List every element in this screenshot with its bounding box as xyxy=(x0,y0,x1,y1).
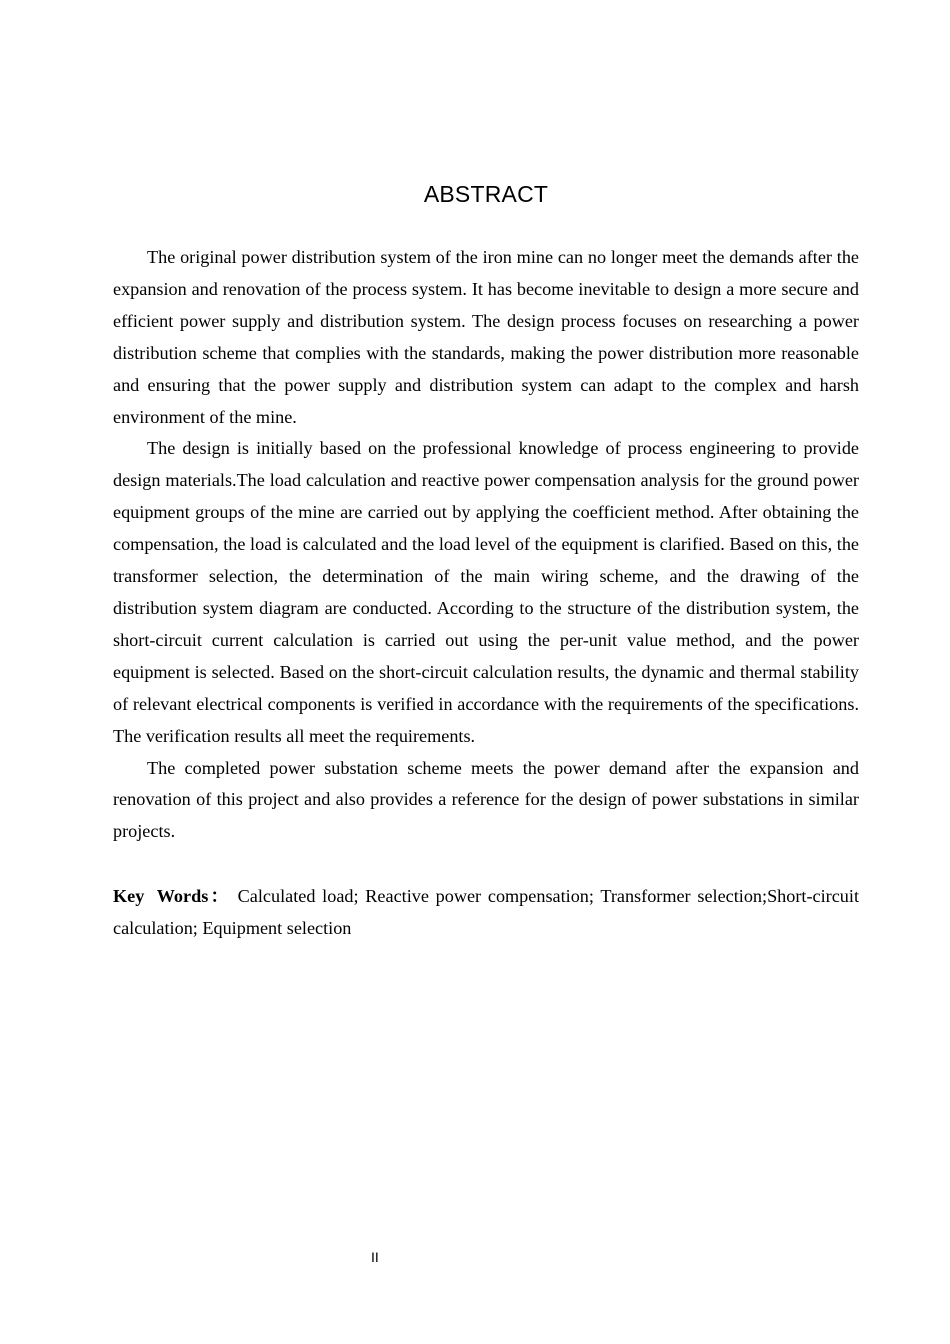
keywords-text: Calculated load; Reactive power compensation; Transformer selection;Short-circuit calculation; Equipment selection xyxy=(113,886,859,938)
abstract-paragraph-3: The completed power substation scheme meets the power demand after the expansion and renovation of this project and also provides a reference for the design of power substations in similar projects. xyxy=(113,757,859,842)
abstract-paragraph-1: The original power distribution system of the iron mine can no longer meet the demands after the expansion and renovation of the process system. It has become inevitable to design a more secure and efficient power supply and distribution system. The design process focuses on researching a power distribution scheme that complies with the standards, making the power distribution more reasonable and ensuring that the power supply and distribution system can adapt to the complex and harsh environment of the mine. xyxy=(113,247,859,427)
page-number: II xyxy=(371,1249,379,1265)
abstract-body xyxy=(113,242,859,848)
abstract-title: ABSTRACT xyxy=(423,181,549,207)
abstract-paragraph-2: The design is initially based on the professional knowledge of process engineering to provide design materials.The load calculation and reactive power compensation analysis for the ground power equipment groups of the mine are carried out by applying the coefficient method. After obtaining the compensation, the load is calculated and the load level of the equipment is clarified. Based on this, the transformer selection, the determination of the main wiring scheme, and the drawing of the distribution system diagram are conducted. According to the structure of the distribution system, the short-circuit current calculation is carried out using the per-unit value method, and the power equipment is selected. Based on the short-circuit calculation results, the dynamic and thermal stability of relevant electrical components is verified in accordance with the requirements of the specifications. The verification results all meet the requirements. xyxy=(113,438,859,746)
keywords-label: Key Words： xyxy=(113,886,231,906)
keywords-section xyxy=(113,881,859,944)
